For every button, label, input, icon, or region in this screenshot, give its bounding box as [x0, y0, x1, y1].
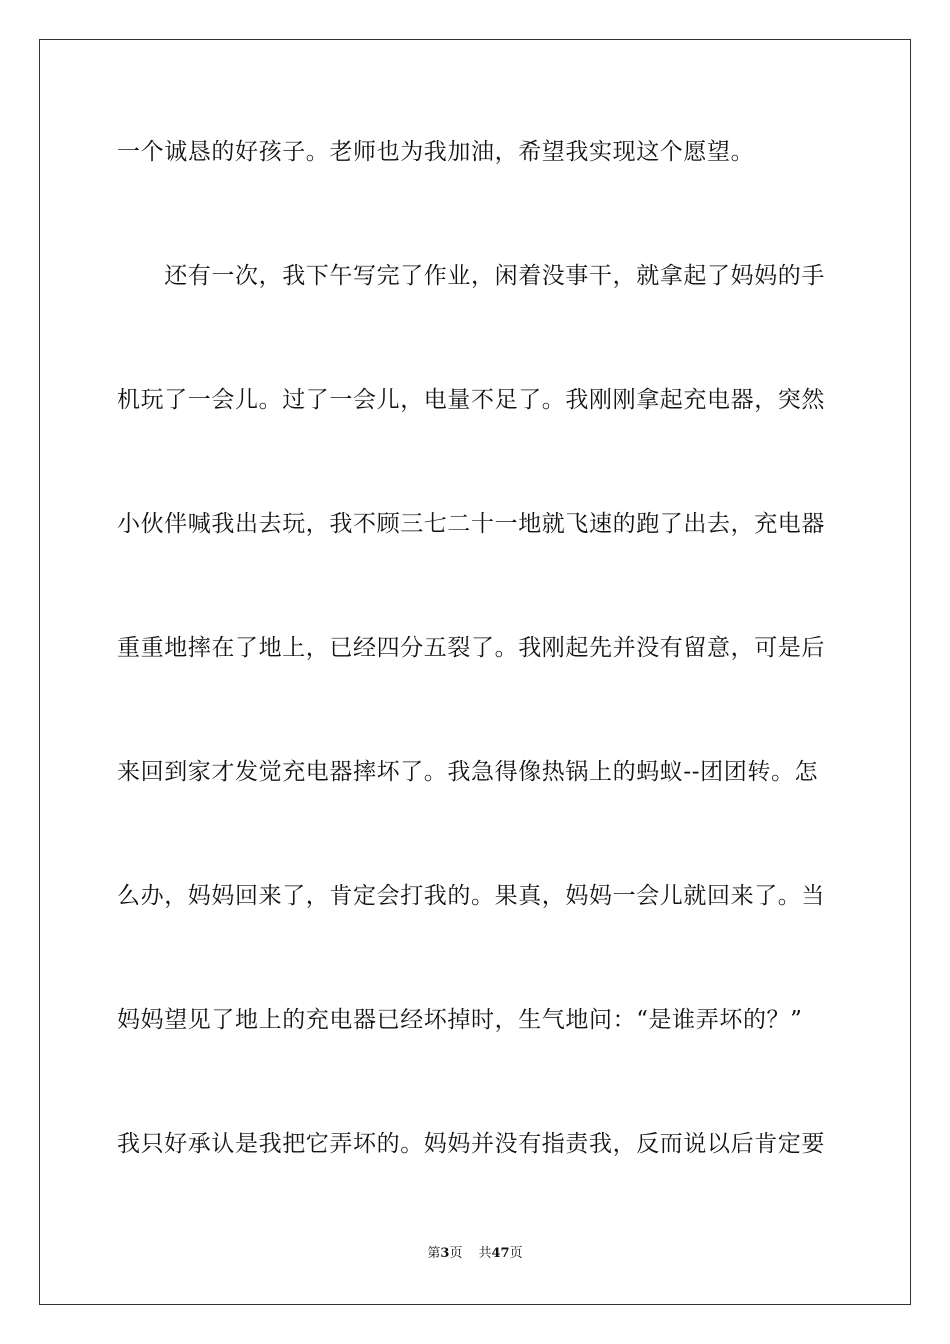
body-text-line-7: 么办，妈妈回来了，肯定会打我的。果真，妈妈一会儿就回来了。当 [117, 883, 825, 909]
body-text-line-5: 重重地摔在了地上，已经四分五裂了。我刚起先并没有留意，可是后 [117, 635, 825, 661]
page-number: 3 [440, 1246, 450, 1261]
total-pages: 47 [491, 1246, 510, 1261]
page-suffix: 页 [449, 1246, 463, 1261]
page-footer [0, 1245, 950, 1263]
body-text-line-8: 妈妈望见了地上的充电器已经坏掉时，生气地问：“是谁弄坏的？” [117, 1007, 803, 1033]
page-prefix: 第 [427, 1246, 441, 1261]
page-border [39, 39, 911, 1305]
total-prefix: 共 [478, 1246, 492, 1261]
body-text-line-3: 机玩了一会儿。过了一会儿，电量不足了。我刚刚拿起充电器，突然 [117, 387, 825, 413]
body-text-line-2: 还有一次，我下午写完了作业，闲着没事干，就拿起了妈妈的手 [117, 263, 825, 289]
body-text-line-4: 小伙伴喊我出去玩，我不顾三七二十一地就飞速的跑了出去，充电器 [117, 511, 825, 537]
body-text-line-9: 我只好承认是我把它弄坏的。妈妈并没有指责我，反而说以后肯定要 [117, 1131, 825, 1157]
body-text-line-6: 来回到家才发觉充电器摔坏了。我急得像热锅上的蚂蚁--团团转。怎 [117, 759, 819, 785]
total-suffix: 页 [509, 1246, 523, 1261]
body-text-line-1: 一个诚恳的好孩子。老师也为我加油，希望我实现这个愿望。 [117, 139, 755, 165]
